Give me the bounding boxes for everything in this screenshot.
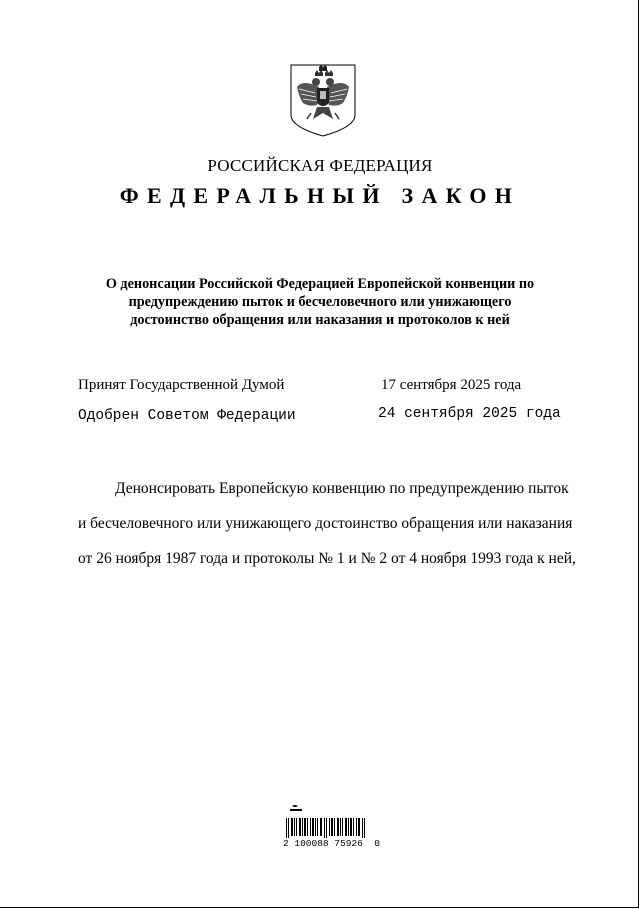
adopted-date: 17 сентября 2025 года bbox=[381, 377, 522, 393]
body-text-line: и бесчеловечного или унижающего достоинство обращения или наказания bbox=[78, 515, 573, 532]
coat-of-arms-emblem-icon bbox=[289, 63, 357, 138]
approved-date: 24 сентября 2025 года bbox=[378, 406, 561, 422]
law-title-line: предупреждению пыток и бесчеловечного или унижающего bbox=[128, 294, 512, 310]
barcode-icon bbox=[284, 804, 368, 840]
document-type-heading: ФЕДЕРАЛЬНЫЙ ЗАКОН bbox=[119, 183, 521, 208]
law-title-line: О денонсации Российской Федерацией Европейской конвенции по bbox=[105, 276, 535, 292]
country-name: РОССИЙСКАЯ ФЕДЕРАЦИЯ bbox=[207, 156, 433, 175]
body-text-line: от 26 ноября 1987 года и протоколы № 1 и № 2 от 4 ноября 1993 года к ней, bbox=[78, 550, 576, 567]
adopted-by-duma-label: Принят Государственной Думой bbox=[78, 377, 285, 393]
barcode-number: 2 100088 75926 0 bbox=[283, 838, 380, 849]
emblem-svg bbox=[289, 63, 357, 138]
body-text-line: Денонсировать Европейскую конвенцию по предупреждению пыток bbox=[115, 480, 569, 497]
law-title-line: достоинство обращения или наказания и протоколов к ней bbox=[130, 312, 510, 328]
approved-by-federation-council-label: Одобрен Советом Федерации bbox=[78, 408, 296, 424]
law-title bbox=[60, 275, 580, 329]
